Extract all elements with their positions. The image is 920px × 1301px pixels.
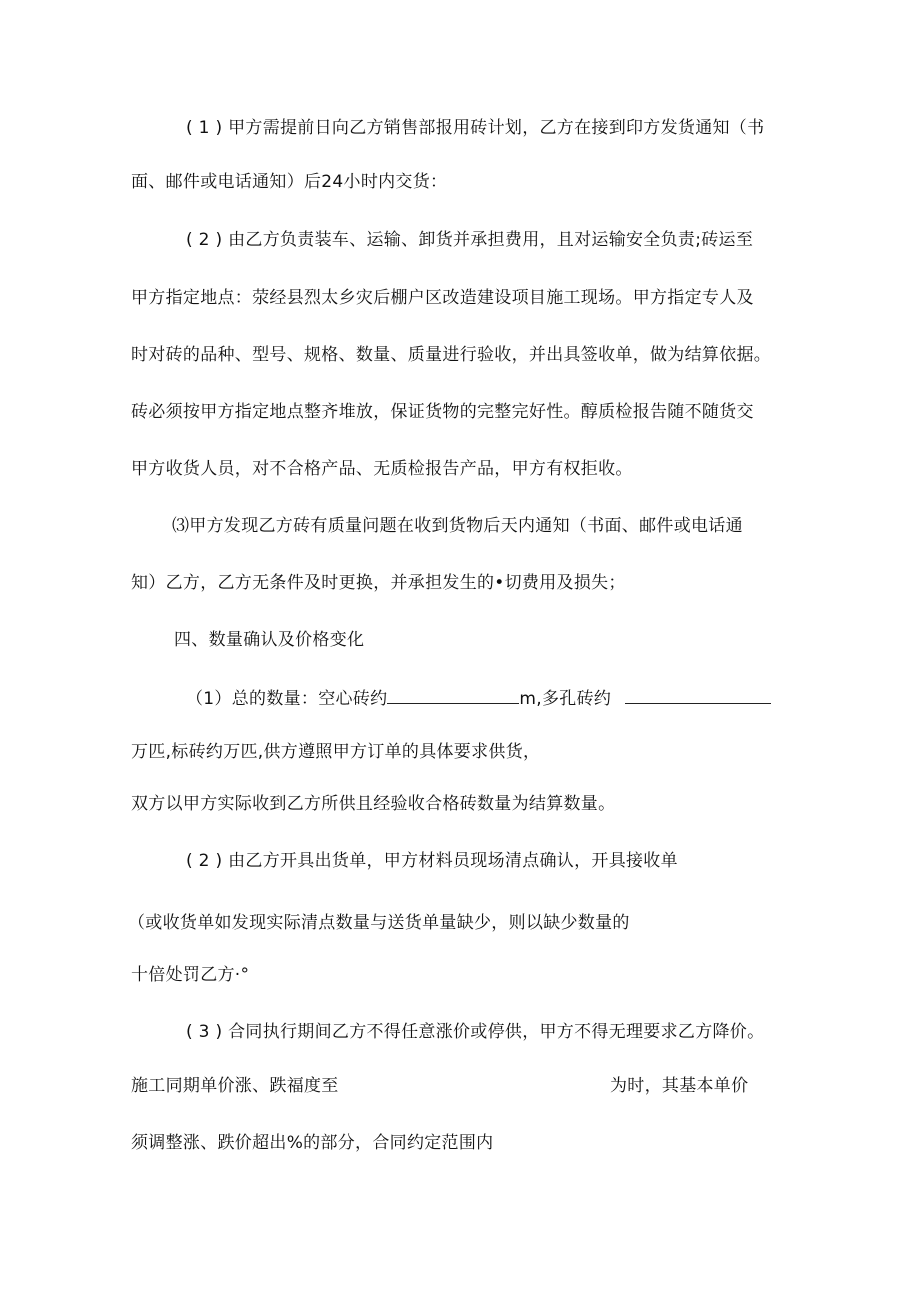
paragraph-6-line-1: ( 3 ) 合同执行期间乙方不得任意涨价或停供，甲方不得无理要求乙方降价。 <box>186 1022 765 1042</box>
paragraph-2-line-5: 甲方收货人员，对不合格产品、无质检报告产品，甲方有权拒收。 <box>131 459 633 479</box>
paragraph-2-line-1: ( 2 ) 由乙方负责装车、运输、卸货并承担费用，且对运输安全负责;砖运至 <box>186 230 754 250</box>
paragraph-5-line-1: ( 2 ) 由乙方开具出货单，甲方材料员现场清点确认，开具接收单 <box>186 851 678 871</box>
paragraph-1-line-2: 面、邮件或电话通知）后24小时内交货： <box>131 172 448 192</box>
paragraph-1-line-1: ( 1 ) 甲方需提前日向乙方销售部报用砖计划，乙方在接到印方发货通知（书 <box>186 118 765 138</box>
porous-brick-blank <box>625 685 771 704</box>
paragraph-6-line-3: 须调整涨、跌价超出%的部分，合同约定范围内 <box>131 1133 494 1153</box>
paragraph-3-line-1: ⑶甲方发现乙方砖有质量问题在收到货物后天内通知（书面、邮件或电话通 <box>172 516 743 536</box>
section-heading: 四、数量确认及价格变化 <box>174 630 365 650</box>
paragraph-2-line-2: 甲方指定地点：荥经县烈太乡灾后棚户区改造建设项目施工现场。甲方指定专人及 <box>131 288 754 308</box>
paragraph-3-line-2: 知）乙方，乙方无条件及时更换，并承担发生的•切费用及损失； <box>131 573 626 593</box>
quantity-line <box>186 685 771 711</box>
paragraph-6-line-2b: 为时，其基本单价 <box>610 1076 749 1096</box>
quantity-line-3: 双方以甲方实际收到乙方所供且经验收合格砖数量为结算数量。 <box>131 794 616 814</box>
hollow-brick-blank <box>387 685 519 704</box>
paragraph-2-line-3: 时对砖的品种、型号、规格、数量、质量进行验收，并出具签收单，做为结算依据。 <box>131 345 772 365</box>
paragraph-6-line-2a: 施工同期单价涨、跌福度至 <box>131 1076 339 1096</box>
paragraph-5-line-2: （或收货单如发现实际清点数量与送货单量缺少，则以缺少数量的 <box>128 913 630 933</box>
paragraph-5-line-3: 十倍处罚乙方·° <box>131 965 250 985</box>
quantity-line-2: 万匹,标砖约万匹,供方遵照甲方订单的具体要求供货， <box>131 742 541 762</box>
paragraph-2-line-4: 砖必须按甲方指定地点整齐堆放，保证货物的完整完好性。醇质检报告随不随货交 <box>131 402 754 422</box>
quantity-line-prefix: （1）总的数量：空心砖约 <box>186 689 388 709</box>
quantity-line-middle: m,多孔砖约 <box>519 689 612 709</box>
